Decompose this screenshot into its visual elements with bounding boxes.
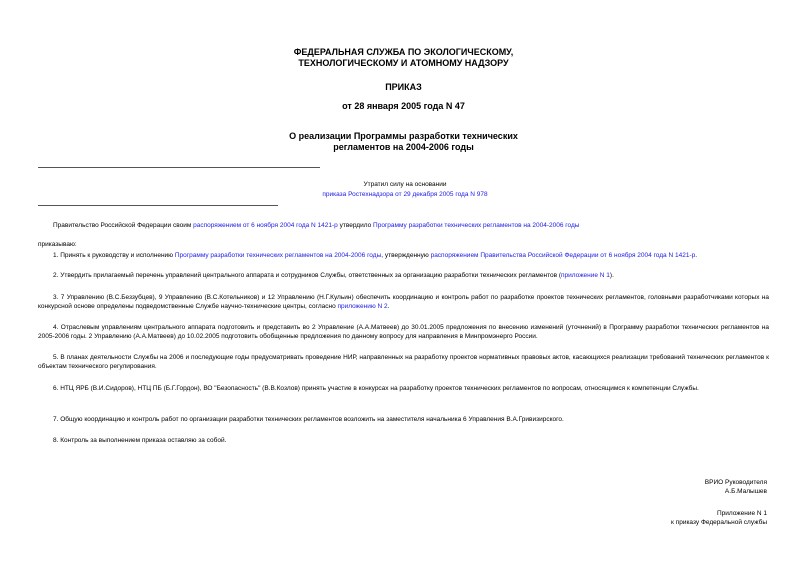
- item-1-text1: 1. Принять к руководству и исполнению: [53, 252, 175, 259]
- item-5: 5. В планах деятельности Службы на 2006 и последующие годы предусматривать проведение НИР, направленных на разработку проектов нормативных правовых актов, касающихся реализации требований технических регламентов к объектам технического регулирования.: [38, 354, 769, 370]
- signature-block: [705, 478, 767, 496]
- preamble-text2: утвердило: [337, 222, 374, 229]
- preamble: [38, 221, 769, 230]
- item-6: 6. НТЦ ЯРБ (В.И.Сидоров), НТЦ ПБ (Б.Г.Гордон), ВО "Безопасность" (В.В.Козлов) принять участие в конкурсах на разработку проектов технических регламентов по вопросам, относящимся к компетенции Службы.: [53, 385, 699, 392]
- agency-name-line1: ФЕДЕРАЛЬНАЯ СЛУЖБА ПО ЭКОЛОГИЧЕСКОМУ,: [293, 47, 514, 57]
- status-note-text: Утратил силу на основании: [363, 181, 447, 188]
- appendix-title: Приложение N 1: [716, 510, 767, 517]
- item-1-text3: .: [695, 252, 698, 259]
- appendix-subtitle: к приказу Федеральной службы: [671, 519, 767, 526]
- item-2: [38, 271, 769, 280]
- signature-position: ВРИО Руководителя: [704, 479, 767, 486]
- preamble-text1: Правительство Российской Федерации своим: [53, 222, 194, 229]
- status-note: [245, 180, 565, 200]
- item-2-text2: ).: [609, 272, 614, 279]
- appendix-heading: [671, 509, 767, 527]
- item-7: 7. Общую координацию и контроль работ по организации разработки технических регламентов возложить на заместителя начальника 6 Управления В.А.Гривизирского.: [53, 416, 564, 423]
- subject-line2: регламентов на 2004-2006 годы: [333, 142, 474, 152]
- item-4: 4. Отраслевым управлениям центрального аппарата подготовить и представить во 2 Управление (А.А.Матвеев) до 30.01.2005 предложения по внесению изменений (уточнений) в Программу разработки технических регламентов на 2005-2006 годы. 2 Управлению (А.А.Матвеев) до 10.02.2005 подготовить обобщенные предложения по данному вопросу для направления в Минпромэнерго России.: [38, 324, 769, 340]
- item-1-link-program[interactable]: Программу разработки технических регламентов на 2004-2006 годы: [174, 252, 382, 259]
- agency-name-line2: ТЕХНОЛОГИЧЕСКОМУ И АТОМНОМУ НАДЗОРУ: [298, 58, 509, 68]
- item-1: [38, 251, 769, 260]
- preamble-link-decree[interactable]: распоряжением от 6 ноября 2004 года N 1421-р: [193, 222, 338, 229]
- item-1-link-decree[interactable]: распоряжением Правительства Российской Федерации от 6 ноября 2004 года N 1421-р: [430, 252, 696, 259]
- preamble-link-program[interactable]: Программу разработки технических регламентов на 2004-2006 годы: [373, 222, 580, 229]
- status-note-link[interactable]: приказа Ростехнадзора от 29 декабря 2005 года N 978: [322, 191, 488, 198]
- subject-line1: О реализации Программы разработки технических: [289, 131, 518, 141]
- item-3-text1: 3. 7 Управлению (В.С.Беззубцев), 9 Управлению (В.С.Котельников) и 12 Управлению (Н.Г.Кульин) обеспечить координацию и контроль работ по разработке проектов технических регламентов, головными разработчиками которых на конкурсной основе определены подведомственные Службе научно-технические центры, согласно: [38, 294, 769, 310]
- signature-name: А.Б.Малышев: [724, 488, 767, 495]
- item-2-link-appendix1[interactable]: приложение N 1: [561, 272, 610, 279]
- document-type: ПРИКАЗ: [385, 82, 422, 92]
- bottom-divider: [38, 205, 278, 206]
- item-3-text2: .: [387, 303, 390, 310]
- agency-name: [0, 47, 807, 69]
- document-subject: [0, 131, 807, 153]
- top-divider: [38, 167, 320, 168]
- item-8: 8. Контроль за выполнением приказа оставляю за собой.: [53, 437, 227, 444]
- item-1-text2: , утвержденную: [381, 252, 431, 259]
- document-date-number: от 28 января 2005 года N 47: [342, 101, 465, 111]
- order-word: приказываю:: [38, 241, 77, 248]
- item-2-text1: 2. Утвердить прилагаемый перечень управлений центрального аппарата и сотрудников Службы, ответственных за организацию разработки технических регламентов (: [53, 272, 562, 279]
- item-3: [38, 293, 769, 311]
- item-3-link-appendix2[interactable]: приложению N 2: [337, 303, 388, 310]
